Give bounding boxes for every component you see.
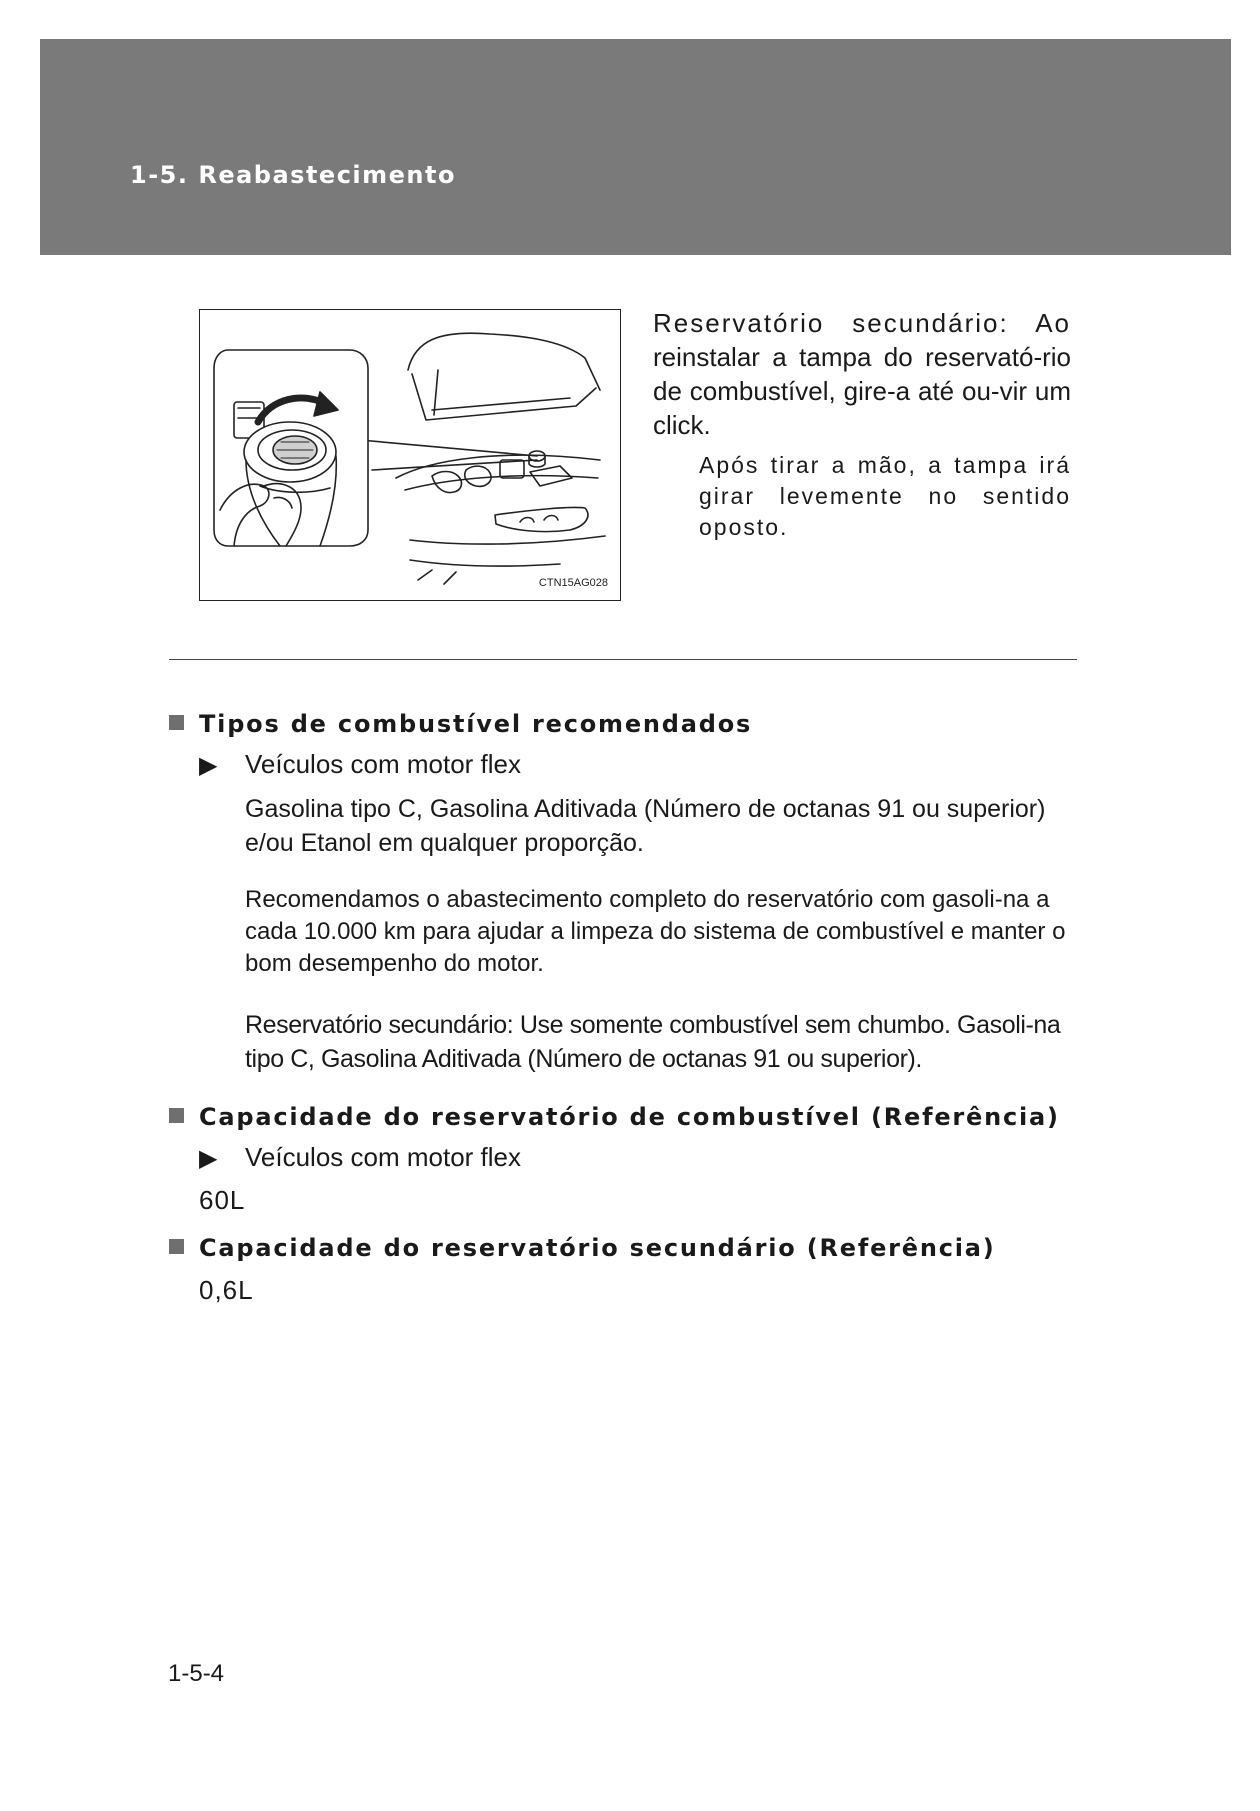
bullet-square-icon (169, 1108, 184, 1123)
fuel-cap-illustration (199, 309, 621, 601)
fuel-types-paragraph-2: Recomendamos o abastecimento completo do reservatório com gasoli-na a cada 10.000 km para ajudar a limpeza do sistema de combustível e manter o bom desempenho do motor. (245, 886, 1066, 977)
intro-line1: Reservatório secundário: Ao (653, 308, 1071, 338)
bullet-square-icon (169, 715, 184, 730)
header-band (40, 39, 1231, 255)
figure-code: CTN15AG028 (538, 577, 608, 589)
heading-tank-capacity: Capacidade do reservatório de combustível (Referência) (199, 1103, 1060, 1131)
subheading-flex-vehicles: Veículos com motor flex (245, 749, 521, 779)
page-number: 1-5-4 (168, 1660, 225, 1687)
divider (169, 659, 1077, 660)
intro-note: Após tirar a mão, a tampa irá girar levemente no sentido oposto. (699, 452, 1071, 540)
bullet-square-icon (169, 1239, 184, 1254)
heading-secondary-capacity: Capacidade do reservatório secundário (Referência) (199, 1234, 996, 1262)
tank-capacity-value: 60L (199, 1185, 246, 1215)
fuel-types-paragraph-1: Gasolina tipo C, Gasolina Aditivada (Número de octanas 91 ou superior) e/ou Etanol em qualquer proporção. (245, 795, 1046, 857)
fuel-cap-rotation-illustration (200, 310, 622, 602)
section-title: 1-5. Reabastecimento (130, 161, 456, 189)
intro-text (653, 306, 1071, 442)
arrow-right-icon: ▶ (199, 1145, 218, 1172)
secondary-capacity-value: 0,6L (199, 1275, 254, 1305)
intro-rest: reinstalar a tampa do reservató-rio de combustível, gire-a até ou-vir um click. (653, 342, 1071, 440)
heading-fuel-types: Tipos de combustível recomendados (199, 710, 753, 738)
subheading-flex-vehicles-2: Veículos com motor flex (245, 1142, 521, 1172)
arrow-right-icon: ▶ (199, 752, 218, 779)
fuel-types-paragraph-3: Reservatório secundário: Use somente combustível sem chumbo. Gasoli-na tipo C, Gasolina Aditivada (Número de octanas 91 ou superior). (245, 1011, 1061, 1073)
